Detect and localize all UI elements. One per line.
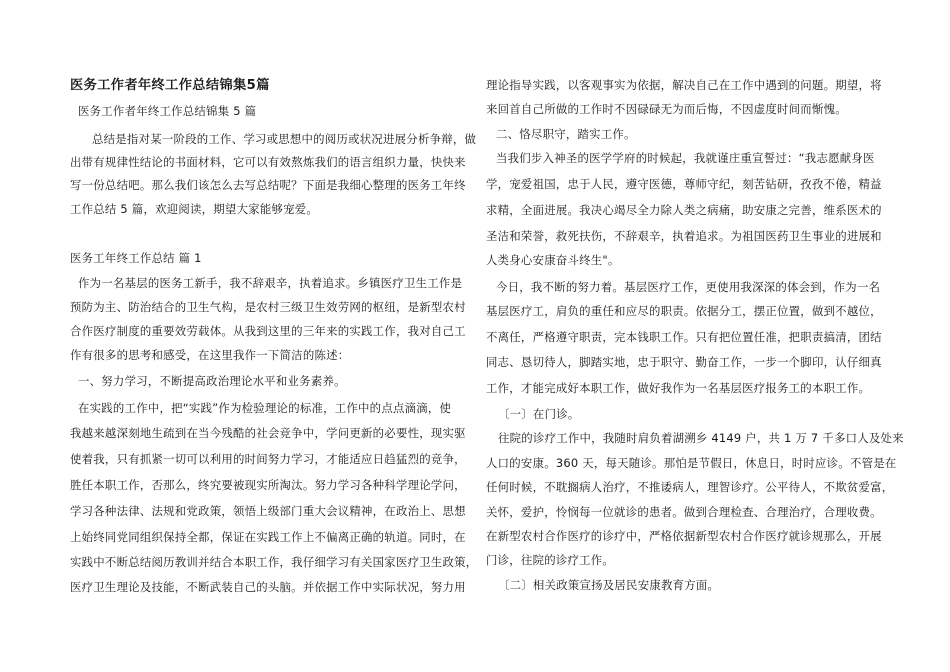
paragraph-line: 学，宠爱祖国，忠于人民，遵守医德，尊师守纪，刻苦钻研，孜孜不倦，精益 (486, 177, 882, 191)
paragraph-line: 不离任，严格遵守职责，完本钱职工作。只有把位置任准，把职责搞清，团结 (486, 330, 882, 344)
paragraph-line: 实践中不断总结阅历教训并结合本职工作，我仔细学习有关国家医疗卫生政策， (70, 555, 478, 569)
document-title: 医务工作者年终工作总结锦集5篇 (70, 78, 270, 93)
paragraph-line: 作有很多的思考和感受，在这里我作一下简洁的陈述： (70, 348, 350, 362)
paragraph-line: 〔二〕相关政策宣扬及居民安康教育方面。 (498, 578, 720, 592)
paragraph-line: 求精，全面进展。我决心竭尽全力除人类之病痛，助安康之完善，维系医术的 (486, 203, 882, 217)
paragraph-line: 理论指导实践，以客观事实为依据，解决自己在工作中遇到的问题。期望，将 (486, 78, 882, 92)
paragraph-line: 胜任本职工作，否那么，终究要被现实所淘汰。努力学习各种科学理论学问， (70, 478, 466, 492)
paragraph-line: 今日，我不断的努力着。基层医疗工作，更使用我深深的体会到，作为一名 (496, 280, 881, 294)
paragraph-line: 圣洁和荣誉，救死扶伤，不辞艰辛，执着追求。为祖国医药卫生事业的进展和 (486, 229, 882, 243)
paragraph-line: 〔一〕在门诊。 (498, 407, 580, 421)
paragraph-line: 学习各种法律、法规和党政策，领悟上级部门重大会议精神，在政治上、思想 (70, 504, 466, 518)
paragraph-line: 任何时候，不耽搁病人治疗，不推诿病人，理智诊疗。公平待人，不欺贫爱富， (486, 480, 894, 494)
paragraph-line: 一、努力学习，不断提高政治理论水平和业务素养。 (78, 374, 346, 388)
paragraph-line: 当我们步入神圣的医学学府的时候起，我就谨庄重宣誓过：“我志愿献身医 (496, 151, 875, 165)
paragraph-line: 同志、恳切待人，脚踏实地，忠于职守、勤奋工作，一步一个脚印，认仔细真 (486, 355, 882, 369)
paragraph-line: 关怀，爱护，怜悯每一位就诊的患者。做到合理检查、合理治疗，合理收费。 (486, 505, 882, 519)
paragraph-line: 上始终同党同组织保持全都，保证在实践工作上不偏离正确的轨道。同时，在 (70, 530, 466, 544)
paragraph-line: 写一份总结吧。那么我们该怎么去写总结呢？下面是我细心整理的医务工年终 (70, 178, 466, 192)
paragraph-line: 工作，才能完成好本职工作，做好我作为一名基层医疗报务工的本职工作。 (486, 381, 871, 395)
paragraph-line: 在实践的工作中，把“实践”作为检验理论的标准，工作中的点点滴滴，使 (78, 401, 452, 415)
paragraph-line: 出带有规律性结论的书面材料，它可以有效熬炼我们的语言组织力量，快快来 (70, 155, 466, 169)
paragraph-line: 人类身心安康奋斗终生"。 (486, 253, 620, 267)
paragraph-line: 基层医疗工，肩负的重任和应尽的职责。依据分工，摆正位置，做到不越位， (486, 304, 882, 318)
paragraph-line: 总结是指对某一阶段的工作、学习或思想中的阅历或状况进展分析争辩，做 (92, 132, 477, 146)
paragraph-line: 预防为主、防治结合的卫生气构，是农村三级卫生效劳网的枢纽，是新型农村 (70, 300, 466, 314)
paragraph-line: 合作医疗制度的重要效劳载体。从我到这里的三年来的实践工作，我对自己工 (70, 324, 466, 338)
paragraph-line: 医务工年终工作总结 篇 1 (70, 251, 202, 265)
paragraph-line: 医务工作者年终工作总结锦集 5 篇 (78, 104, 257, 118)
paragraph-line: 来回首自己所做的工作时不因碌碌无为而后悔，不因虚度时间而惭愧。 (486, 102, 847, 116)
paragraph-line: 工作总结 5 篇，欢迎阅读，期望大家能够宠爱。 (70, 202, 319, 216)
paragraph-line: 门诊，往院的诊疗工作。 (486, 553, 615, 567)
paragraph-line: 使着我，只有抓紧一切可以利用的时间努力学习，才能适应日趋猛烈的竞争， (70, 452, 466, 466)
paragraph-line: 人口的安康。360 天，每天随诊。那怕是节假日，休息日，时时应诊。不管是在 (486, 456, 897, 470)
paragraph-line: 我越来越深刻地生疏到在当今残酷的社会竞争中，学问更新的必要性，现实驱 (70, 426, 466, 440)
paragraph-line: 往院的诊疗工作中，我随时肩负着湖溯乡 4149 户，共 1 万 7 千多口人及处来 (498, 431, 904, 445)
paragraph-line: 二、恪尽职守，踏实工作。 (496, 127, 636, 141)
paragraph-line: 在新型农村合作医疗的诊疗中，严格依据新型农村合作医疗就诊规那么，开展 (486, 529, 882, 543)
paragraph-line: 医疗卫生理论及技能，不断武装自己的头脑。并依据工作中实际状况，努力用 (70, 580, 466, 594)
paragraph-line: 作为一名基层的医务工新手，我不辞艰辛，执着追求。乡镇医疗卫生工作是 (78, 276, 463, 290)
